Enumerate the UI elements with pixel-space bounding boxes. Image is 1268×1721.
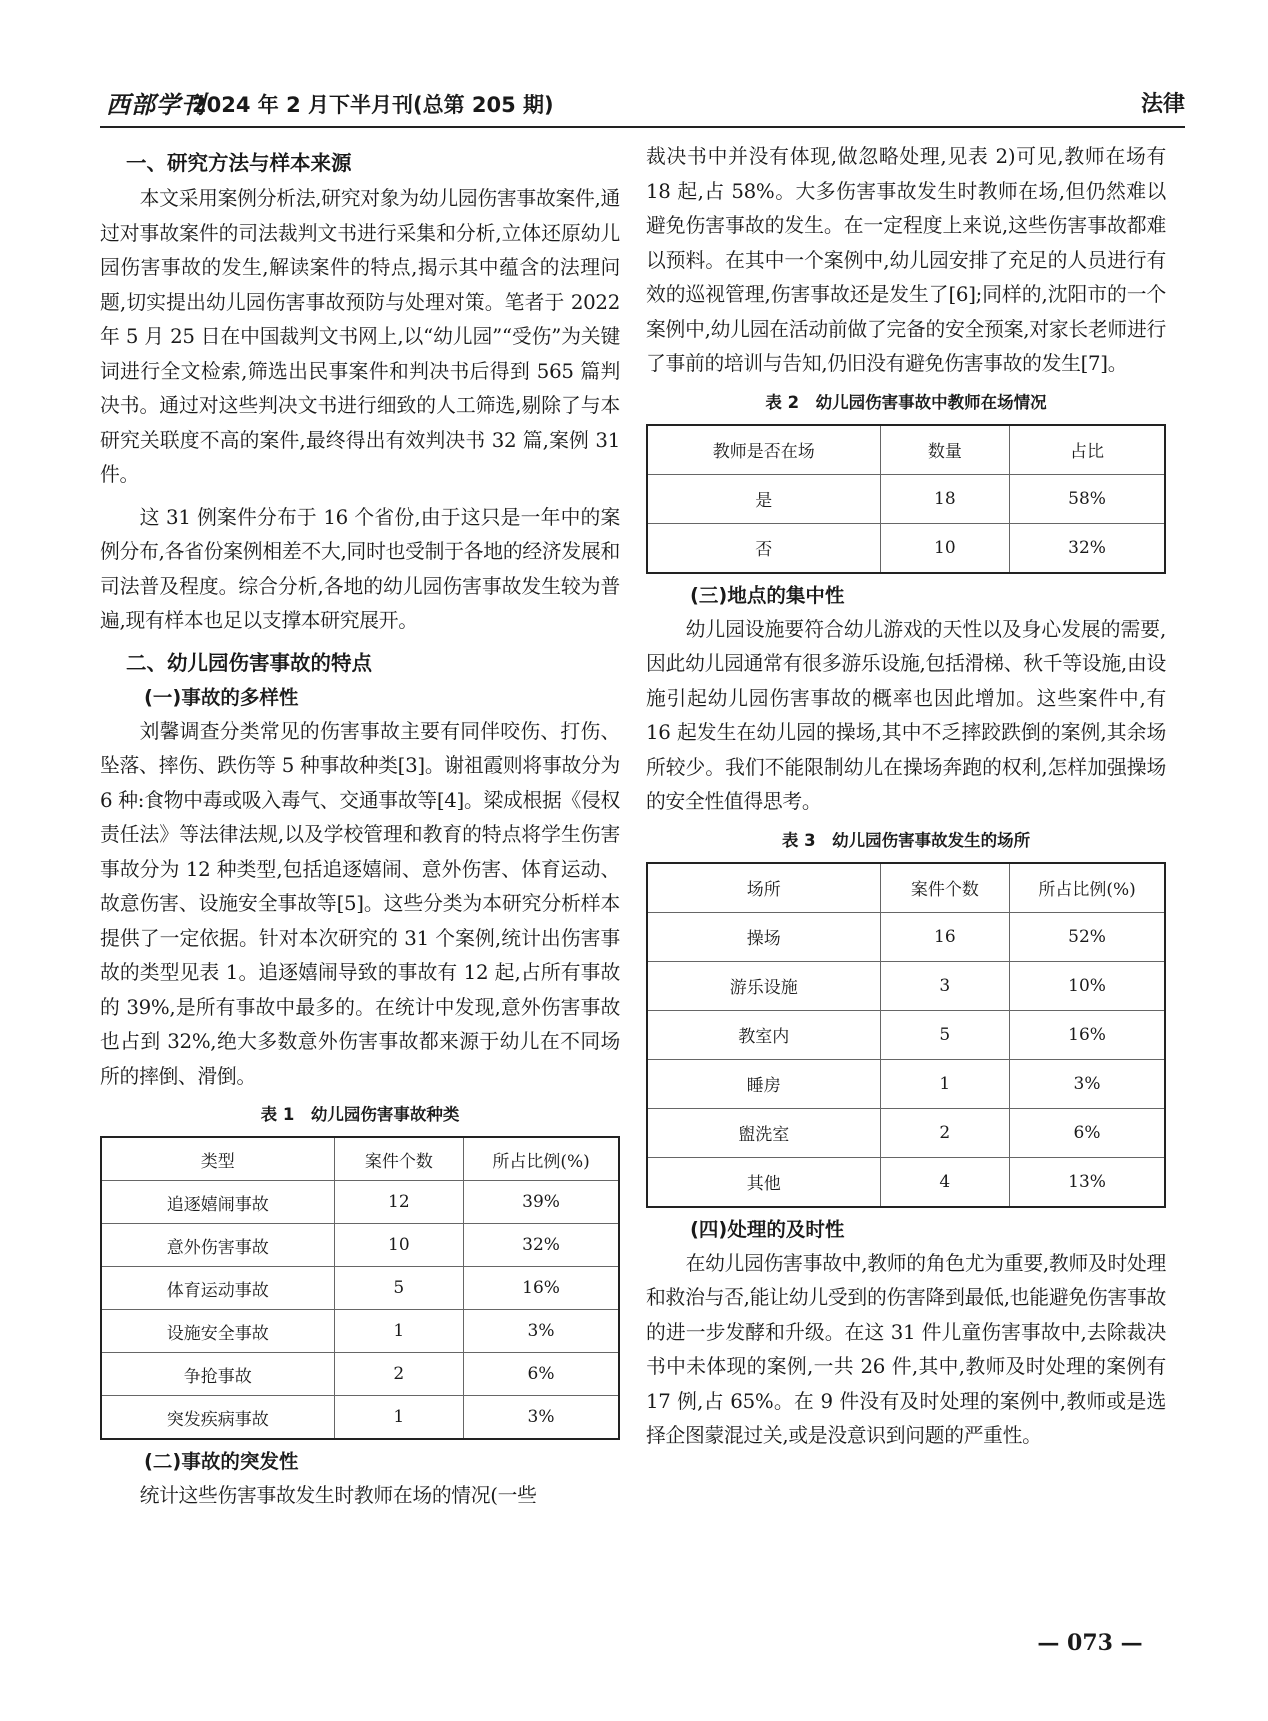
table-row bbox=[101, 1267, 619, 1310]
table-cell: 是 bbox=[647, 474, 880, 523]
table-cell: 3% bbox=[464, 1310, 619, 1353]
table-cell: 游乐设施 bbox=[647, 961, 880, 1010]
table-header-cell: 数量 bbox=[880, 425, 1010, 475]
heading-location: (三)地点的集中性 bbox=[690, 583, 845, 607]
heading-features: 二、幼儿园伤害事故的特点 bbox=[126, 650, 372, 675]
table-teacher-presence bbox=[646, 424, 1166, 574]
table-cell: 突发疾病事故 bbox=[101, 1396, 334, 1440]
table-cell: 1 bbox=[334, 1310, 464, 1353]
right-column bbox=[646, 140, 1166, 1454]
table-cell: 58% bbox=[1010, 474, 1165, 523]
table-row bbox=[101, 1181, 619, 1224]
table-header-cell: 占比 bbox=[1010, 425, 1165, 475]
table-cell: 5 bbox=[334, 1267, 464, 1310]
table-cell: 6% bbox=[464, 1353, 619, 1396]
table-header-row bbox=[647, 863, 1165, 913]
table-header-cell: 类型 bbox=[101, 1137, 334, 1181]
table-cell: 10 bbox=[880, 523, 1010, 573]
page-number: — 073 — bbox=[1037, 1630, 1143, 1656]
table-cell: 否 bbox=[647, 523, 880, 573]
table-cell: 10% bbox=[1010, 961, 1165, 1010]
table-cell: 追逐嬉闹事故 bbox=[101, 1181, 334, 1224]
table-cell: 其他 bbox=[647, 1157, 880, 1207]
table-header-cell: 场所 bbox=[647, 863, 880, 913]
table-row bbox=[647, 523, 1165, 573]
table-cell: 10 bbox=[334, 1224, 464, 1267]
left-column bbox=[100, 140, 620, 1514]
table-cell: 设施安全事故 bbox=[101, 1310, 334, 1353]
table-cell: 4 bbox=[880, 1157, 1010, 1207]
table-cell: 1 bbox=[334, 1396, 464, 1440]
journal-logo: 西部学刊 bbox=[106, 90, 206, 119]
heading-timely: (四)处理的及时性 bbox=[690, 1217, 845, 1241]
table-row bbox=[647, 1010, 1165, 1059]
table-cell: 2 bbox=[334, 1353, 464, 1396]
table-header-cell: 所占比例(%) bbox=[1010, 863, 1165, 913]
table-cell: 教室内 bbox=[647, 1010, 880, 1059]
table-cell: 39% bbox=[464, 1181, 619, 1224]
table-row bbox=[647, 912, 1165, 961]
section-tag: 法律 bbox=[1140, 92, 1185, 117]
table-header-row bbox=[101, 1137, 619, 1181]
table-header-cell: 案件个数 bbox=[880, 863, 1010, 913]
table3-caption: 表 3 幼儿园伤害事故发生的场所 bbox=[781, 830, 1031, 850]
table-cell: 盥洗室 bbox=[647, 1108, 880, 1157]
page-header bbox=[100, 88, 1185, 122]
table-cell: 16 bbox=[880, 912, 1010, 961]
table-row bbox=[101, 1224, 619, 1267]
table-row bbox=[101, 1353, 619, 1396]
table1-caption: 表 1 幼儿园伤害事故种类 bbox=[260, 1105, 460, 1124]
table-cell: 意外伤害事故 bbox=[101, 1224, 334, 1267]
table-cell: 6% bbox=[1010, 1108, 1165, 1157]
table-cell: 5 bbox=[880, 1010, 1010, 1059]
table-cell: 1 bbox=[880, 1059, 1010, 1108]
header-rule bbox=[100, 126, 1185, 128]
table-row bbox=[647, 961, 1165, 1010]
heading-diversity: (一)事故的多样性 bbox=[144, 685, 299, 709]
table-accident-types bbox=[100, 1136, 620, 1440]
table-accident-locations bbox=[646, 862, 1166, 1208]
table-header-cell: 教师是否在场 bbox=[647, 425, 880, 475]
table-cell: 3 bbox=[880, 961, 1010, 1010]
table-cell: 3% bbox=[464, 1396, 619, 1440]
table-cell: 13% bbox=[1010, 1157, 1165, 1207]
table-cell: 睡房 bbox=[647, 1059, 880, 1108]
table-cell: 16% bbox=[464, 1267, 619, 1310]
table-row bbox=[647, 1059, 1165, 1108]
table-cell: 16% bbox=[1010, 1010, 1165, 1059]
table-row bbox=[101, 1396, 619, 1440]
heading-sudden: (二)事故的突发性 bbox=[144, 1450, 299, 1473]
issue-info: 2024 年 2 月下半月刊(总第 205 期) bbox=[192, 93, 554, 117]
table-header-cell: 所占比例(%) bbox=[464, 1137, 619, 1181]
table-cell: 12 bbox=[334, 1181, 464, 1224]
paragraph-sudden-start: 统计这些伤害事故发生时教师在场的情况(一些 bbox=[139, 1484, 537, 1507]
table-cell: 18 bbox=[880, 474, 1010, 523]
heading-method: 一、研究方法与样本来源 bbox=[126, 151, 352, 175]
table-header-cell: 案件个数 bbox=[334, 1137, 464, 1181]
paragraph-diversity: 刘馨调查分类常见的伤害事故主要有同伴咬伤、打伤、坠落、摔伤、跌伤等 5 种事故种类[3]。谢祖霞则将事故分为 6 种:食物中毒或吸入毒气、交通事故等[4]。梁成根据《侵权责任法》等法律法规,以及学校管理和教育的特点将学生伤害事故分为 12 种类型,包括追逐嬉闹、意外伤害、体育运动、故意伤害、设施安全事故等[5]。这些分类为本研究分析样本提供了一定依据。针对本次研究的 31 个案例,统计出伤害事故的类型见表 1。追逐嬉闹导致的事故有 12 起,占所有事故的 39%,是所有事故中最多的。在统计中发现,意外伤害事故也占到 32%,绝大多数意外伤害事故都来源于幼儿在不同场所的摔倒、滑倒。 bbox=[100, 719, 620, 1088]
table2-caption: 表 2 幼儿园伤害事故中教师在场情况 bbox=[765, 392, 1047, 412]
table-cell: 体育运动事故 bbox=[101, 1267, 334, 1310]
table-cell: 32% bbox=[464, 1224, 619, 1267]
table-header-row bbox=[647, 425, 1165, 475]
table-cell: 争抢事故 bbox=[101, 1353, 334, 1396]
table-row bbox=[647, 1108, 1165, 1157]
table-cell: 52% bbox=[1010, 912, 1165, 961]
paragraph-method-2: 这 31 例案件分布于 16 个省份,由于这只是一年中的案例分布,各省份案例相差不大,同时也受制于各地的经济发展和司法普及程度。综合分析,各地的幼儿园伤害事故发生较为普遍,现有样本也足以支撑本研究展开。 bbox=[100, 505, 620, 632]
table-cell: 3% bbox=[1010, 1059, 1165, 1108]
paragraph-sudden-continued: 裁决书中并没有体现,做忽略处理,见表 2)可见,教师在场有 18 起,占 58%。大多伤害事故发生时教师在场,但仍然难以避免伤害事故的发生。在一定程度上来说,这些伤害事故都难以预料。在其中一个案例中,幼儿园安排了充足的人员进行有效的巡视管理,伤害事故还是发生了[6];同样的,沈阳市的一个案例中,幼儿园在活动前做了完备的安全预案,对家长老师进行了事前的培训与告知,仍旧没有避免伤害事故的发生[7]。 bbox=[646, 145, 1166, 375]
paragraph-location: 幼儿园设施要符合幼儿游戏的天性以及身心发展的需要,因此幼儿园通常有很多游乐设施,包括滑梯、秋千等设施,由设施引起幼儿园伤害事故的概率也因此增加。这些案件中,有 16 起发生在幼儿园的操场,其中不乏摔跤跌倒的案例,其余场所较少。我们不能限制幼儿在操场奔跑的权利,怎样加强操场的安全性值得思考。 bbox=[646, 617, 1166, 813]
table-cell: 操场 bbox=[647, 912, 880, 961]
paragraph-timely: 在幼儿园伤害事故中,教师的角色尤为重要,教师及时处理和救治与否,能让幼儿受到的伤害降到最低,也能避免伤害事故的进一步发酵和升级。在这 31 件儿童伤害事故中,去除裁决书中未体现的案例,一共 26 件,其中,教师及时处理的案例有 17 例,占 65%。在 9 件没有及时处理的案例中,教师或是选择企图蒙混过关,或是没意识到问题的严重性。 bbox=[646, 1251, 1166, 1447]
table-row bbox=[647, 1157, 1165, 1207]
table-cell: 2 bbox=[880, 1108, 1010, 1157]
paragraph-method-1: 本文采用案例分析法,研究对象为幼儿园伤害事故案件,通过对事故案件的司法裁判文书进行采集和分析,立体还原幼儿园伤害事故的发生,解读案件的特点,揭示其中蕴含的法理问题,切实提出幼儿园伤害事故预防与处理对策。笔者于 2022 年 5 月 25 日在中国裁判文书网上,以“幼儿园”“受伤”为关键词进行全文检索,筛选出民事案件和判决书后得到 565 篇判决书。通过对这些判决文书进行细致的人工筛选,剔除了与本研究关联度不高的案件,最终得出有效判决书 32 篇,案例 31 件。 bbox=[100, 187, 620, 486]
table-cell: 32% bbox=[1010, 523, 1165, 573]
table-row bbox=[101, 1310, 619, 1353]
table-row bbox=[647, 474, 1165, 523]
